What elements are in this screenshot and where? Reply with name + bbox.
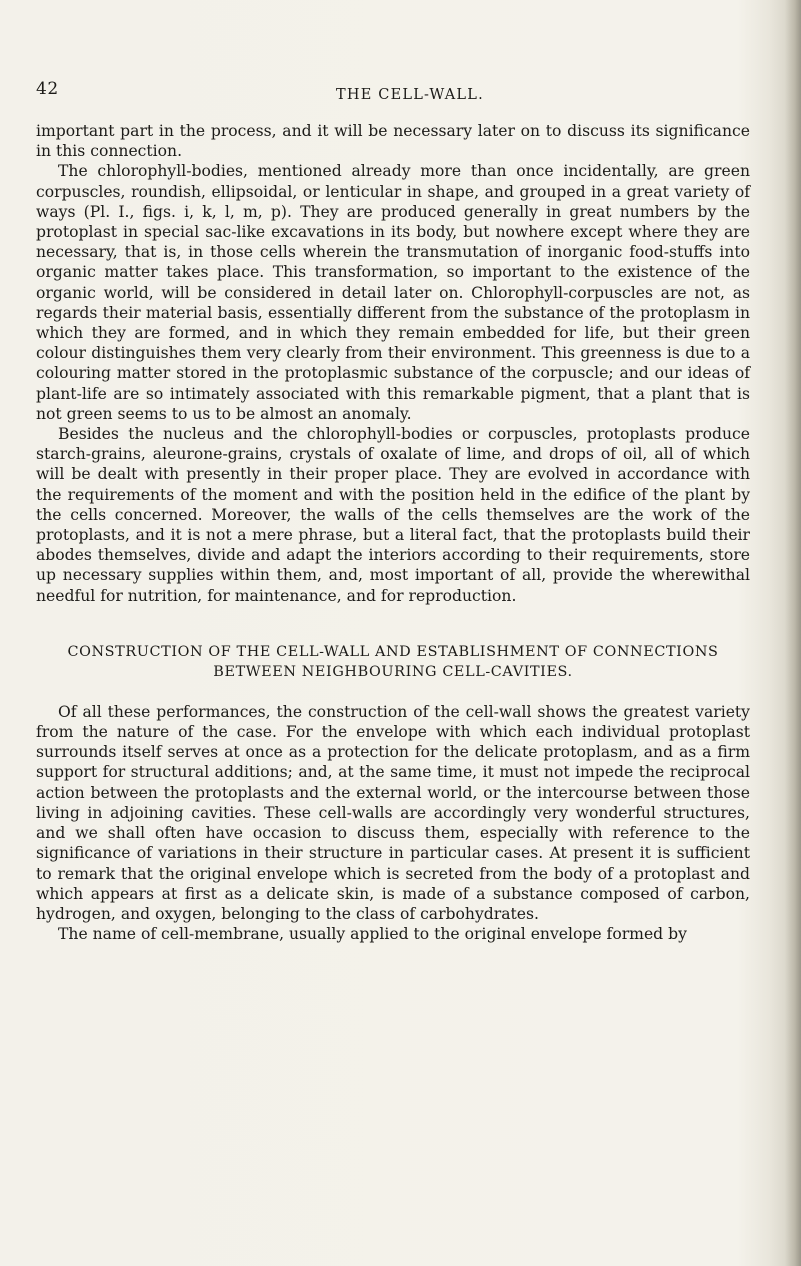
paragraph-chlorophyll-bodies: The chlorophyll-bodies, mentioned already more than once incidentally, are green corpuscles, roundish, ellipsoidal, or lenticular in shape, and grouped in a great variety of ways (Pl. I., figs. i, k, l, m, p). They are produced generally in great numbers by the protoplast in special sac-like excavations in its body, but nowhere except where they are necessary, that is, in those cells wherein the transmutation of inorganic food-stuffs into organic matter takes place. This transformation, so important to the existence of the organic world, will be considered in detail later on. Chlorophyll-corpuscles are not, as regards their material basis, essentially different from the substance of the protoplasm in which they are formed, and in which they remain embedded for life, but their green colour distinguishes them very clearly from their environment. This greenness is due to a colouring matter stored in the protoplasmic substance of the corpuscle; and our ideas of plant-life are so intimately associated with this remarkable pigment, that a plant that is not green seems to us to be almost an anomaly. [36, 162, 750, 423]
paragraph-cell-wall-construction: Of all these performances, the construction of the cell-wall shows the greatest variety from the nature of the case. For the envelope with which each individual protoplast surrounds itself serves at once as a protection for the delicate protoplasm, and as a firm support for structural additions; and, at the same time, it must not impede the reciprocal action between the protoplasts and the external world, or the intercourse between those living in adjoining cavities. These cell-walls are accordingly very wonderful structures, and we shall often have occasion to discuss them, especially with reference to the significance of variations in their structure in particular cases. At present it is sufficient to remark that the original envelope which is secreted from the body of a protoplast and which appears at first as a delicate skin, is made of a substance composed of carbon, hydrogen, and oxygen, belonging to the class of carbohydrates. [36, 702, 750, 923]
section-heading: CONSTRUCTION OF THE CELL-WALL AND ESTABLISHMENT OF CONNECTIONS BETWEEN NEIGHBOURING CELL-CAVITIES. [67, 643, 719, 681]
running-title: THE CELL-WALL. [336, 87, 484, 103]
body-text [36, 121, 750, 944]
page-number: 42 [36, 79, 59, 99]
paragraph-continuation: important part in the process, and it will be necessary later on to discuss its significance in this connection. [36, 122, 750, 161]
page-edge-shadow [785, 0, 801, 1266]
paragraph-protoplast-products: Besides the nucleus and the chlorophyll-bodies or corpuscles, protoplasts produce starch-grains, aleurone-grains, crystals of oxalate of lime, and drops of oil, all of which will be dealt with presently in their proper place. They are evolved in accordance with the requirements of the moment and with the position held in the edifice of the plant by the cells concerned. Moreover, the walls of the cells themselves are the work of the protoplasts, and it is not a mere phrase, but a literal fact, that the protoplasts build their abodes themselves, divide and adapt the interiors according to their requirements, store up necessary supplies within them, and, most important of all, provide the wherewithal needful for nutrition, for maintenance, and for reproduction. [36, 425, 750, 605]
paragraph-cell-membrane: The name of cell-membrane, usually applied to the original envelope formed by [58, 925, 687, 944]
